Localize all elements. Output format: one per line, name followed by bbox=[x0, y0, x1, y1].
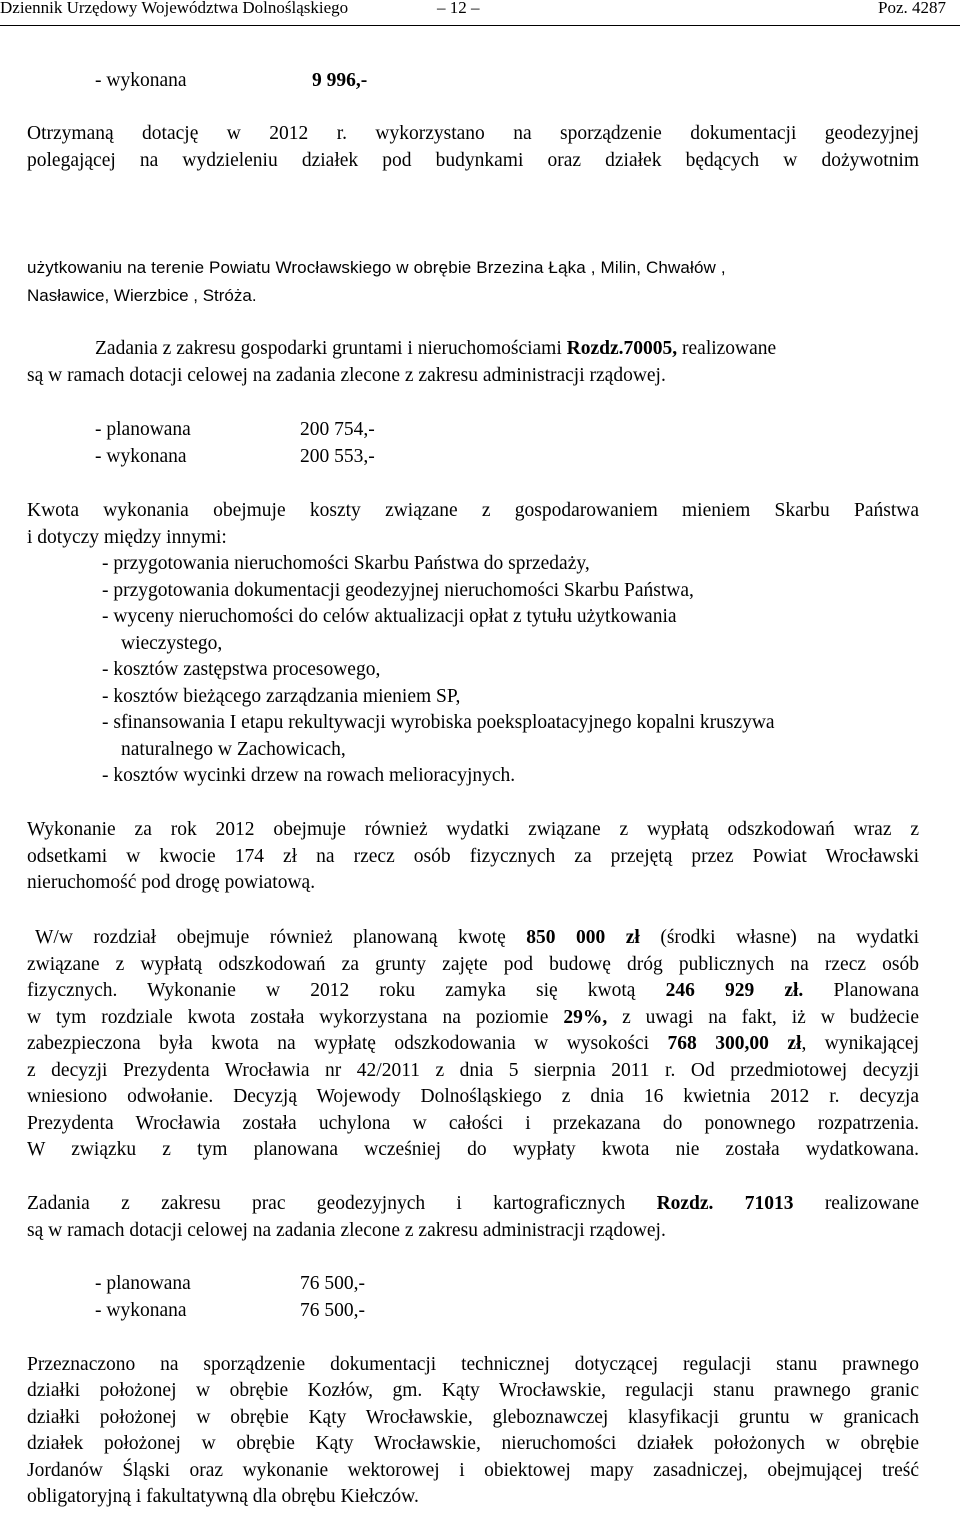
paragraph-line: użytkowaniu na terenie Powiatu Wrocławskiego w obrębie Brzezina Łąka , Milin, Chwałów , bbox=[27, 258, 726, 277]
text-span: Planowana bbox=[803, 980, 920, 1001]
paragraph-line: nieruchomość pod drogę powiatową. bbox=[27, 872, 316, 893]
paragraph-line bbox=[27, 1033, 919, 1055]
paragraph-line: są w ramach dotacji celowej na zadania zlecone z zakresu administracji rządowej. bbox=[27, 1220, 666, 1241]
list-item: - kosztów bieżącego zarządzania mieniem SP, bbox=[102, 686, 461, 707]
amount-value: 76 500,- bbox=[300, 1273, 365, 1294]
page-header bbox=[0, 0, 960, 24]
paragraph-line bbox=[35, 927, 919, 949]
text-span: (środki własne) na wydatki bbox=[639, 927, 919, 948]
paragraph-line: z decyzji Prezydenta Wrocławia nr 42/2011 z dnia 5 sierpnia 2011 r. Od przedmiotowej decyzji bbox=[27, 1060, 919, 1081]
paragraph-line: polegającej na wydzieleniu działek pod budynkami oraz działek będących w dożywotnim bbox=[27, 150, 919, 171]
amount-label: - planowana bbox=[95, 419, 191, 440]
paragraph-line: obligatoryjną i fakultatywną dla obrębu Kiełczów. bbox=[27, 1486, 419, 1507]
paragraph-line: działek położonej w obrębie Kąty Wrocławskie, nieruchomości działek położonych w obrębie bbox=[27, 1433, 919, 1454]
text-span: zabezpieczona była kwota na wypłatę odszkodowania w wysokości bbox=[27, 1033, 668, 1054]
paragraph-line: wniesiono odwołanie. Decyzją Wojewody Dolnośląskiego z dnia 16 kwietnia 2012 r. decyzja bbox=[27, 1086, 919, 1107]
amount-label: - wykonana bbox=[95, 1300, 187, 1321]
list-item: - przygotowania dokumentacji geodezyjnej nieruchomości Skarbu Państwa, bbox=[102, 580, 694, 601]
amount-label: - planowana bbox=[95, 1273, 191, 1294]
amount-bold: 768 300,00 zł bbox=[667, 1033, 802, 1054]
amount-label: - wykonana bbox=[95, 446, 187, 467]
text-span: fizycznych. Wykonanie w 2012 roku zamyka się kwotą bbox=[27, 980, 666, 1001]
paragraph-line bbox=[27, 1193, 919, 1215]
text-span: z uwagi na fakt, iż w budżecie bbox=[607, 1007, 919, 1028]
list-item: - kosztów wycinki drzew na rowach melioracyjnych. bbox=[102, 765, 516, 786]
position-number: Poz. 4287 bbox=[878, 0, 946, 17]
journal-title: Dziennik Urzędowy Województwa Dolnośląskiego bbox=[0, 0, 349, 17]
list-item: naturalnego w Zachowicach, bbox=[121, 739, 346, 760]
amount-bold: 246 929 zł. bbox=[665, 980, 804, 1001]
list-item: - sfinansowania I etapu rekultywacji wyrobiska poeksploatacyjnego kopalni kruszywa bbox=[102, 712, 775, 733]
paragraph-line: działki położonej w obrębie Kozłów, gm. Kąty Wrocławskie, regulacji stanu prawnego granic bbox=[27, 1380, 919, 1401]
list-item: - wyceny nieruchomości do celów aktualizacji opłat z tytułu użytkowania bbox=[102, 606, 677, 627]
paragraph-line: Prezydenta Wrocławia została uchylona w całości i przekazana do ponownego rozpatrzenia. bbox=[27, 1113, 919, 1134]
intro-text: realizowane bbox=[677, 338, 777, 359]
chapter-number: Rozdz.70005, bbox=[566, 338, 678, 359]
text-span: W/w rozdział obejmuje również planowaną kwotę bbox=[35, 927, 527, 948]
list-item: wieczystego, bbox=[121, 633, 223, 654]
paragraph-line: Przeznaczono na sporządzenie dokumentacji technicznej dotyczącej regulacji stanu prawnego bbox=[27, 1354, 919, 1375]
amount-label: - wykonana bbox=[95, 70, 187, 91]
amount-bold: 850 000 zł bbox=[526, 927, 640, 948]
text-span: w tym rozdziale kwota została wykorzystana na poziomie bbox=[27, 1007, 564, 1028]
percent-bold: 29%, bbox=[563, 1007, 608, 1028]
paragraph-line: W związku z tym planowana wcześniej do wypłaty kwota nie została wydatkowana. bbox=[27, 1139, 919, 1160]
section-intro bbox=[95, 338, 776, 360]
paragraph-line: działki położonej w obrębie Kąty Wrocławskie, gleboznawczej klasyfikacji gruntu w granicach bbox=[27, 1407, 919, 1428]
list-item: - kosztów zastępstwa procesowego, bbox=[102, 659, 381, 680]
amount-value: 76 500,- bbox=[300, 1300, 365, 1321]
text-span: Zadania z zakresu prac geodezyjnych i kartograficznych bbox=[27, 1193, 657, 1214]
paragraph-line: związane z wypłatą odszkodowań za grunty zajęte pod budowę dróg publicznych na rzecz osób bbox=[27, 954, 919, 975]
paragraph-line: Otrzymaną dotację w 2012 r. wykorzystano na sporządzenie dokumentacji geodezyjnej bbox=[27, 123, 919, 144]
header-rule bbox=[0, 25, 960, 26]
chapter-number: Rozdz. 71013 bbox=[656, 1193, 794, 1214]
paragraph-line: Nasławice, Wierzbice , Stróża. bbox=[27, 286, 257, 305]
page-number: – 12 – bbox=[437, 0, 480, 17]
paragraph-line bbox=[27, 1007, 919, 1029]
paragraph-line: odsetkami w kwocie 174 zł na rzecz osób fizycznych za przejętą przez Powiat Wrocławski bbox=[27, 846, 919, 867]
amount-value: 200 553,- bbox=[300, 446, 375, 467]
list-item: - przygotowania nieruchomości Skarbu Państwa do sprzedaży, bbox=[102, 553, 590, 574]
amount-value: 9 996,- bbox=[312, 70, 368, 91]
paragraph-line bbox=[27, 980, 919, 1002]
paragraph-line: i dotyczy między innymi: bbox=[27, 527, 227, 548]
amount-value: 200 754,- bbox=[300, 419, 375, 440]
paragraph-line: Jordanów Śląski oraz wykonanie wektorowej i obiektowej mapy zasadniczej, obejmującej treść bbox=[27, 1460, 919, 1481]
paragraph-line: Kwota wykonania obejmuje koszty związane z gospodarowaniem mieniem Skarbu Państwa bbox=[27, 500, 919, 521]
text-span: , wynikającej bbox=[801, 1033, 919, 1054]
text-span: realizowane bbox=[793, 1193, 920, 1214]
intro-text: Zadania z zakresu gospodarki gruntami i nieruchomościami bbox=[95, 338, 567, 359]
paragraph-line: są w ramach dotacji celowej na zadania zlecone z zakresu administracji rządowej. bbox=[27, 365, 666, 386]
paragraph-line: Wykonanie za rok 2012 obejmuje również wydatki związane z wypłatą odszkodowań wraz z bbox=[27, 819, 919, 840]
